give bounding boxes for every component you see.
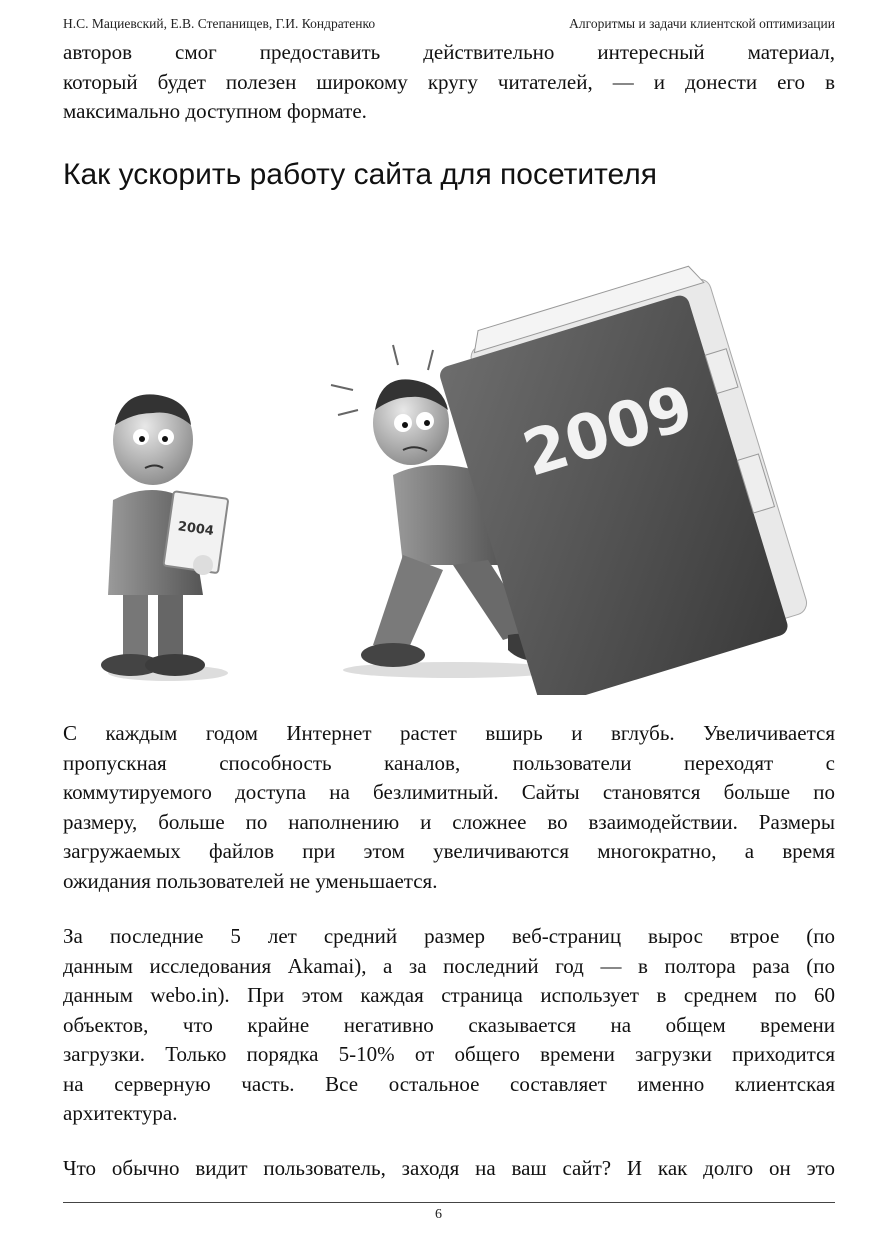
big-book-label: 2009 [514, 370, 702, 491]
page-number: 6 [435, 1207, 442, 1222]
text-line: данным исследования Akamai), а за последний год — в полтора раза (по [63, 953, 835, 978]
text-line: авторов смог предоставить действительно интересный материал, [63, 40, 835, 64]
text-line: архитектура. [63, 1101, 178, 1125]
footer-divider [63, 1202, 835, 1203]
section-title: Как ускорить работу сайта для посетителя [63, 158, 657, 191]
text-line: загружаемых файлов при этом увеличиваются многократно, а время [63, 839, 835, 863]
page-header [63, 16, 835, 36]
paragraph-internet-growth [63, 719, 835, 896]
text-line: С каждым годом Интернет растет вширь и вглубь. Увеличивается [63, 721, 835, 745]
text-line: За последние 5 лет средний размер веб-страниц вырос втрое (по [63, 924, 835, 948]
small-figure [101, 394, 228, 681]
text-line: объектов, что крайне негативно сказывается на общем времени [63, 1012, 835, 1037]
small-book-label: 2004 [176, 519, 215, 540]
intro-paragraph [63, 38, 835, 127]
text-line: данным webo.in). При этом каждая страница использует в среднем по 60 [63, 983, 835, 1007]
header-book-title: Алгоритмы и задачи клиентской оптимизации [569, 16, 835, 31]
text-line: загрузки. Только порядка 5-10% от общего времени загрузки приходится [63, 1042, 835, 1066]
text-line: который будет полезен широкому кругу читателей, — и донести его в [63, 69, 835, 94]
header-authors: Н.С. Мациевский, Е.В. Степанищев, Г.И. Кондратенко [63, 16, 376, 31]
paragraph-page-size [63, 922, 835, 1129]
text-line: размеру, больше по наполнению и сложнее во взаимодействии. Размеры [63, 809, 835, 834]
text-line: коммутируемого доступа на безлимитный. Сайты становятся больше по [63, 780, 835, 804]
text-line: ожидания пользователей не уменьшается. [63, 868, 438, 893]
illustration [63, 225, 835, 695]
big-book [430, 262, 814, 695]
text-line: пропускная способность каналов, пользователи переходят с [63, 750, 835, 775]
paragraph-user-view [63, 1154, 835, 1184]
text-line: на серверную часть. Все остальное составляет именно клиентская [63, 1071, 835, 1096]
text-line: максимально доступном формате. [63, 99, 367, 123]
text-line: Что обычно видит пользователь, заходя на ваш сайт? И как долго он это [63, 1156, 835, 1180]
